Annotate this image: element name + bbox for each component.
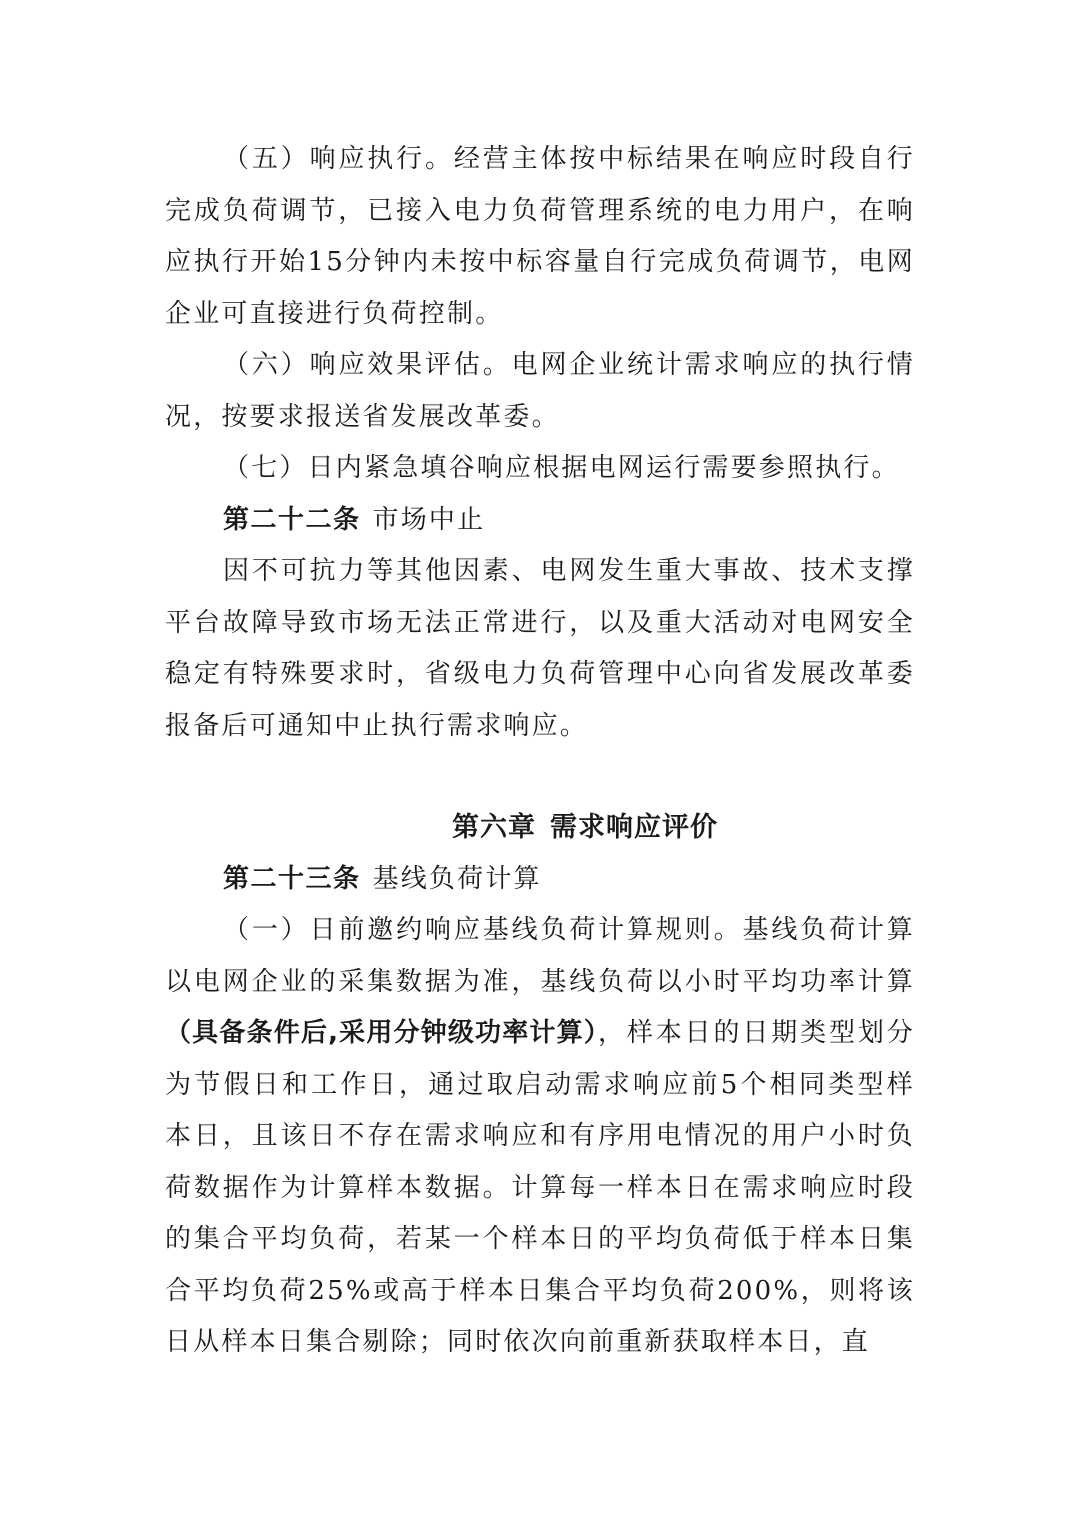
article-23-number: 第二十三条	[223, 863, 361, 894]
article-23-body-bold: （具备条件后,采用分钟级功率计算）	[165, 1018, 598, 1048]
chapter-6-heading	[165, 802, 915, 854]
paragraph-response-execution: （五）响应执行。经营主体按中标结果在响应时段自行完成负荷调节，已接入电力负荷管理系统的电力用户，在响应执行开始15分钟内未按中标容量自行完成负荷调节，电网企业可直接进行负荷控制。	[165, 144, 915, 329]
article-23-body-part2: ，样本日的日期类型划分为节假日和工作日，通过取启动需求响应前5个相同类型样本日，且该日不存在需求响应和有序用电情况的用户小时负荷数据作为计算样本数据。计算每一样本日在需求响应时段的集合平均负荷，若某一个样本日的平均负荷低于样本日集合平均负荷25%或高于样本日集合平均负荷200%，则将该日从样本日集合剔除；同时依次向前重新获取样本日，直	[165, 1018, 915, 1357]
article-23-name: 基线负荷计算	[372, 863, 542, 894]
article-22-heading	[165, 495, 915, 547]
article-22-number: 第二十二条	[223, 504, 361, 535]
document-page	[165, 134, 915, 1369]
article-23-heading	[165, 854, 915, 906]
paragraph-effect-evaluation: （六）响应效果评估。电网企业统计需求响应的执行情况，按要求报送省发展改革委。	[165, 350, 915, 432]
article-22-body: 因不可抗力等其他因素、电网发生重大事故、技术支撑平台故障导致市场无法正常进行，以及重大活动对电网安全稳定有特殊要求时，省级电力负荷管理中心向省发展改革委报备后可通知中止执行需求响应。	[165, 556, 915, 741]
article-22-name: 市场中止	[372, 504, 486, 535]
chapter-6-number: 第六章	[452, 812, 536, 843]
paragraph-intraday-valley-filling: （七）日内紧急填谷响应根据电网运行需要参照执行。	[223, 453, 900, 483]
article-23-body	[165, 905, 915, 1369]
article-23-body-part1: （一）日前邀约响应基线负荷计算规则。基线负荷计算以电网企业的采集数据为准，基线负荷以小时平均功率计算	[165, 915, 915, 997]
chapter-6-name: 需求响应评价	[550, 812, 718, 843]
